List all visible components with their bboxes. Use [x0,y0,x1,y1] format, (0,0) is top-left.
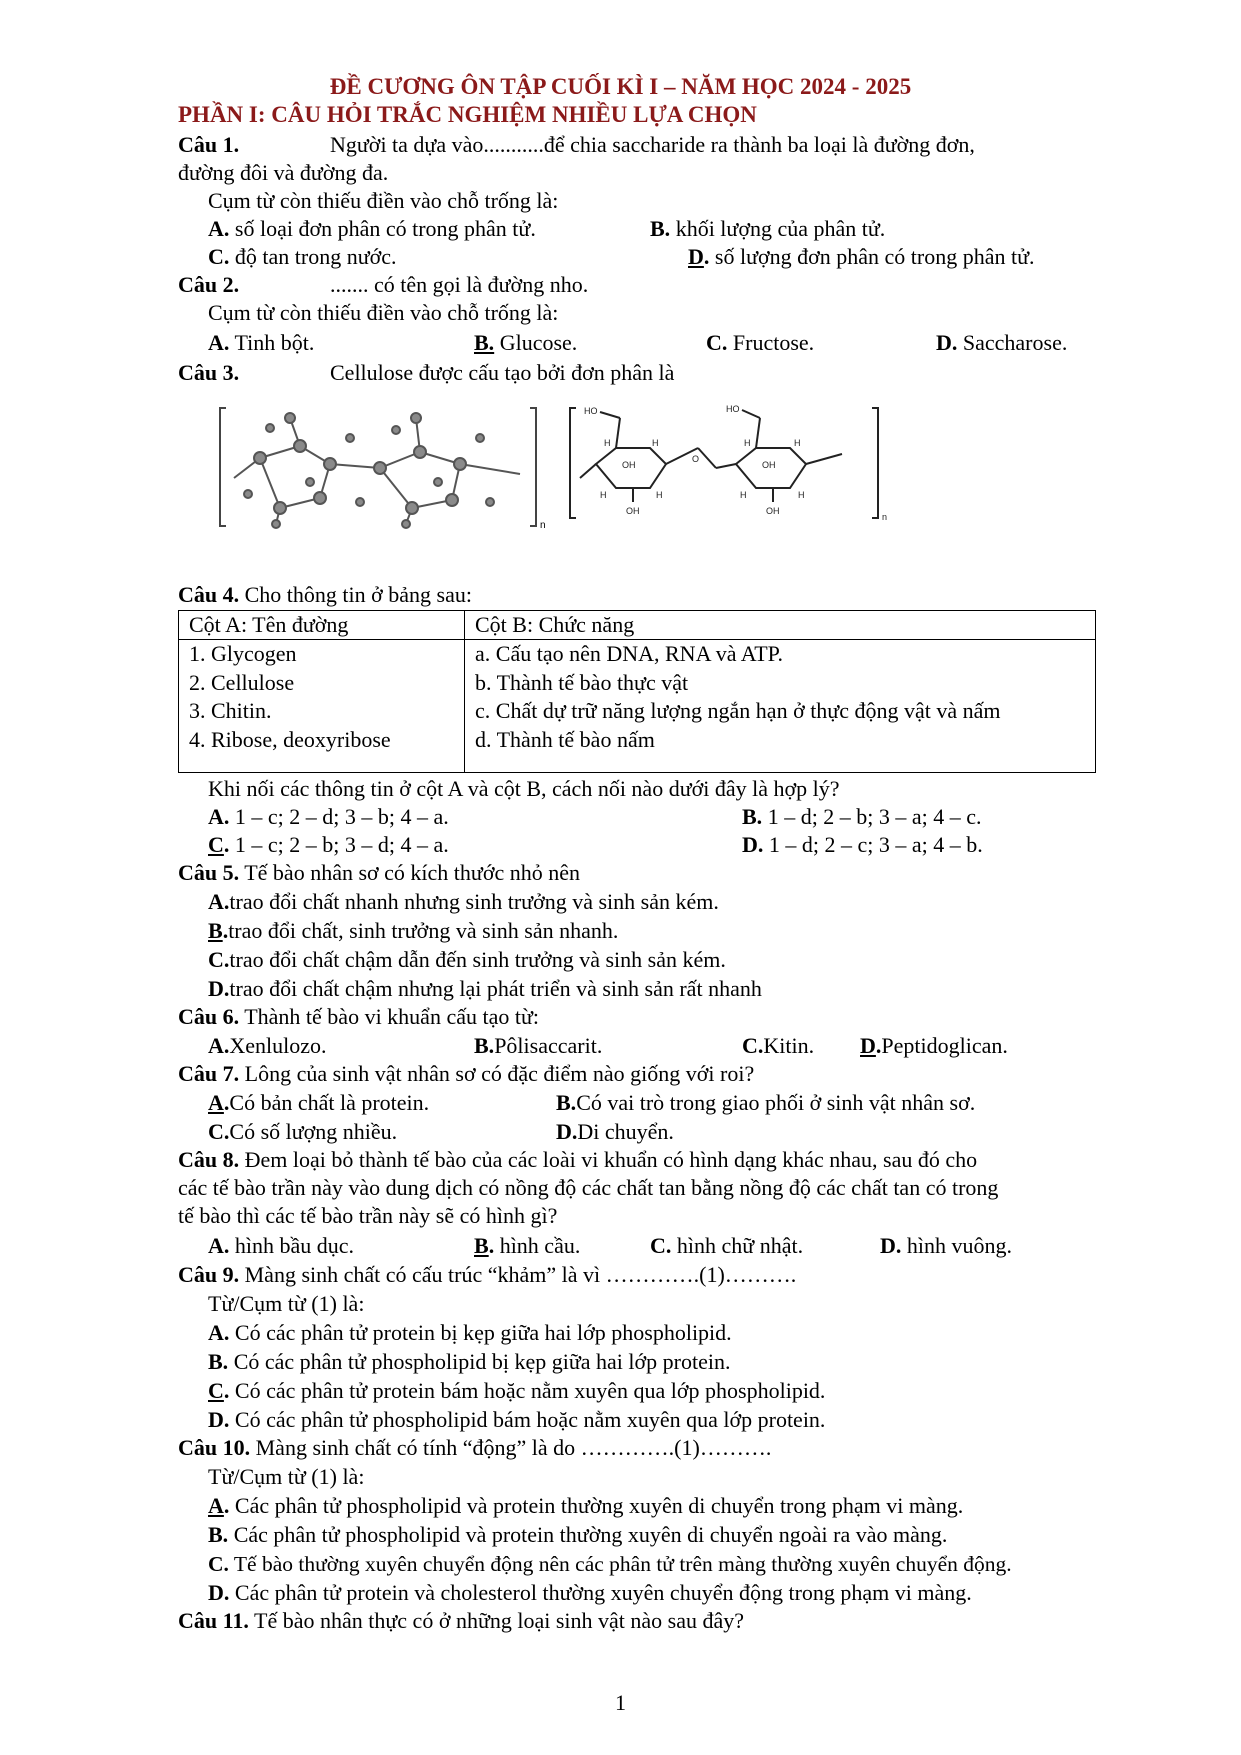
question-10 [178,1435,771,1461]
fig-subscript-n: n [540,520,546,531]
option-a [208,1233,354,1259]
option-d-correct [860,1033,1008,1059]
option-text: hình bầu dục. [229,1233,355,1258]
option-d [208,976,762,1002]
option-a [208,1320,732,1346]
option-key-dot: . [222,918,229,943]
option-key: A. [208,1233,230,1258]
option-key: C. [208,1552,229,1576]
option-text: Tế bào thường xuyên chuyển động nên các phân tử trên màng thường xuyên chuyển động. [228,1552,1012,1576]
option-key: A. [208,1033,230,1058]
option-text: Tinh bột. [229,330,315,355]
option-key: D. [936,330,958,355]
option-text: Kitin. [763,1033,815,1058]
option-c [706,330,814,356]
option-key: C [208,832,224,857]
matching-table [178,610,1096,773]
document-title: ĐỀ CƯƠNG ÔN TẬP CUỐI KÌ I – NĂM HỌC 2024 - 2025 [329,74,912,99]
option-text: Có số lượng nhiều. [229,1119,398,1144]
option-text: 1 – c; 2 – d; 3 – b; 4 – a. [229,804,449,829]
option-d [742,832,983,858]
option-key: C. [706,330,728,355]
option-key: A. [208,804,230,829]
option-d [936,330,1067,356]
option-key: B. [474,330,495,355]
option-text: Peptidoglican. [881,1033,1008,1058]
ball-stick-model [220,408,536,528]
option-key-dot: . [223,1090,230,1115]
option-text: Có các phân tử protein bám hoặc nằm xuyên qua lớp phospholipid. [229,1378,826,1403]
option-text: số loại đơn phân có trong phân tử. [229,216,536,241]
question-4-prompt: Khi nối các thông tin ở cột A và cột B, cách nối nào dưới đây là hợp lý? [208,776,840,801]
question-label: Câu 6. [178,1004,240,1029]
option-key: D. [208,1407,230,1432]
fig-label-h: H [744,438,751,448]
page-number: 1 [615,1690,626,1715]
option-key: A. [208,330,230,355]
option-text: Các phân tử phospholipid và protein thường xuyên di chuyển ngoài ra vào màng. [228,1522,948,1547]
question-label: Câu 7. [178,1061,240,1086]
option-b-correct [474,1233,580,1259]
option-text: khối lượng của phân tử. [670,216,886,241]
question-8-stem-cont: các tế bào trần này vào dung dịch có nồng độ các chất tan bằng nồng độ các chất tan có trong [178,1175,999,1200]
option-text: Di chuyển. [577,1119,674,1144]
option-text: Fructose. [727,330,815,355]
question-label: Câu 1. [178,132,240,157]
option-a-correct [208,1493,963,1519]
option-key: C. [208,1119,230,1144]
option-b-correct [474,330,577,356]
question-label: Câu 9. [178,1262,240,1287]
option-b-correct [208,918,618,944]
option-c [208,947,726,973]
question-1-prompt: Cụm từ còn thiếu điền vào chỗ trống là: [208,188,559,213]
question-stem: Màng sinh chất có cấu trúc “khảm” là vì ………….(1)………. [239,1262,797,1287]
list-item: d. Thành tế bào nấm [475,726,655,752]
option-b [556,1090,975,1116]
question-2-label: Câu 2. [178,272,240,297]
question-2-stem: ....... có tên gọi là đường nho. [330,272,589,297]
option-text: 1 – d; 2 – b; 3 – a; 4 – c. [762,804,982,829]
fig-label-oh: OH [762,460,776,470]
option-c [742,1033,814,1059]
option-key: B. [742,804,763,829]
option-key: D. [742,832,764,857]
question-9 [178,1262,796,1288]
list-item: a. Cấu tạo nên DNA, RNA và ATP. [475,641,783,666]
cellulose-structure-figure [220,398,888,532]
fig-subscript-n: n [882,512,888,522]
fig-label-h: H [604,438,611,448]
option-d-correct [688,244,1035,270]
option-key: B [474,1233,489,1258]
question-label: Câu 11. [178,1608,249,1633]
table-row [179,640,1096,773]
list-item: 2. Cellulose [189,669,295,695]
option-text: Pôlisaccarit. [494,1033,603,1058]
question-label: Câu 4. [178,582,240,607]
question-stem: Lông của sinh vật nhân sơ có đặc điểm nào giống với roi? [239,1061,755,1086]
question-stem: Đem loại bỏ thành tế bào của các loài vi khuẩn có hình dạng khác nhau, sau đó cho [239,1147,978,1172]
option-text: Saccharose. [957,330,1068,355]
column-a-header: Cột A: Tên đường [179,611,465,640]
option-text: trao đổi chất chậm dẫn đến sinh trưởng và sinh sản kém. [229,947,726,972]
option-text: trao đổi chất, sinh trưởng và sinh sản nhanh. [228,918,619,943]
option-key: D [860,1033,876,1058]
question-11 [178,1608,744,1634]
question-6 [178,1004,539,1030]
fig-label-ho: HO [584,406,598,416]
option-b [208,1522,947,1548]
option-text: hình vuông. [901,1233,1013,1258]
option-b [474,1033,602,1059]
option-key: C. [650,1233,672,1258]
option-c [208,1551,1012,1577]
option-key: B. [474,1033,495,1058]
fig-label-h: H [794,438,801,448]
option-key-dot: . [875,1033,882,1058]
column-b-header: Cột B: Chức năng [465,611,1096,640]
option-text: Xenlulozo. [229,1033,327,1058]
option-a [208,330,314,356]
option-text: Glucose. [494,330,578,355]
option-c [650,1233,803,1259]
option-text: trao đổi chất nhanh nhưng sinh trưởng và sinh sản kém. [229,889,719,914]
option-key: A. [208,1320,230,1345]
option-key: D. [208,976,230,1001]
column-a-items [179,640,465,773]
option-c [208,1119,397,1145]
question-8 [178,1147,977,1173]
option-key: D [688,244,704,269]
fig-label-h: H [652,438,659,448]
option-text: hình chữ nhật. [671,1233,804,1258]
option-c [208,244,397,270]
section-heading: PHẦN I: CÂU HỎI TRẮC NGHIỆM NHIỀU LỰA CHỌN [178,102,757,127]
option-text: Có vai trò trong giao phối ở sinh vật nhân sơ. [576,1090,976,1115]
question-stem: Cho thông tin ở bảng sau: [239,582,472,607]
option-key: B [208,918,223,943]
option-key: B. [208,1349,229,1374]
question-1-stem: Người ta dựa vào...........để chia saccharide ra thành ba loại là đường đơn, [330,132,975,157]
option-key-dot: . [223,832,230,857]
question-2-prompt: Cụm từ còn thiếu điền vào chỗ trống là: [208,300,559,325]
option-c-correct [208,832,449,858]
option-b [650,216,885,242]
fig-label-h: H [798,490,805,500]
column-b-items [465,640,1096,773]
option-key-dot: . [223,1493,230,1518]
list-item: 4. Ribose, deoxyribose [189,726,391,752]
option-text: số lượng đơn phân có trong phân tử. [709,244,1035,269]
fig-label-h: H [740,490,747,500]
option-c-correct [208,1378,825,1404]
option-b [742,804,982,830]
option-b [208,1349,730,1375]
option-a [208,216,536,242]
question-4 [178,582,472,608]
option-key: D. [208,1580,230,1605]
option-text: trao đổi chất chậm nhưng lại phát triển và sinh sản rất nhanh [229,976,762,1001]
option-key: D. [880,1233,902,1258]
list-item: 1. Glycogen [189,641,297,666]
option-text: Có các phân tử protein bị kẹp giữa hai lớp phospholipid. [229,1320,732,1345]
fig-label-h: H [656,490,663,500]
list-item: 3. Chitin. [189,698,272,723]
option-text: Có các phân tử phospholipid bám hoặc nằm xuyên qua lớp protein. [229,1407,826,1432]
question-1 [178,132,239,158]
option-d [556,1119,674,1145]
option-key: A. [208,216,230,241]
option-text: độ tan trong nước. [229,244,397,269]
option-key: C [208,1378,224,1403]
option-key-dot: . [703,244,710,269]
fig-label-h: H [600,490,607,500]
option-key: C. [208,947,230,972]
fig-label-oh: OH [626,506,640,516]
option-text: hình cầu. [494,1233,581,1258]
question-8-stem-cont: tế bào thì các tế bào trần này sẽ có hình gì? [178,1203,558,1228]
option-text: Có bản chất là protein. [229,1090,430,1115]
option-key: A [208,1493,224,1518]
option-d [208,1407,825,1433]
question-3-label: Câu 3. [178,360,240,385]
list-item: b. Thành tế bào thực vật [475,669,689,695]
question-stem: Tế bào nhân sơ có kích thước nhỏ nên [239,860,580,885]
option-key: A. [208,889,230,914]
question-7 [178,1061,754,1087]
option-text: Các phân tử phospholipid và protein thường xuyên di chuyển trong phạm vi màng. [229,1493,964,1518]
table-header-row [179,611,1096,640]
question-3-stem: Cellulose được cấu tạo bởi đơn phân là [330,360,675,385]
option-key: C. [208,244,230,269]
option-a-correct [208,1090,429,1116]
option-key: C. [742,1033,764,1058]
question-label: Câu 5. [178,860,240,885]
fig-label-ho: HO [726,404,740,414]
list-item: c. Chất dự trữ năng lượng ngắn hạn ở thực động vật và nấm [475,698,1001,723]
option-a [208,1033,327,1059]
question-label: Câu 10. [178,1435,251,1460]
option-key: B. [556,1090,577,1115]
option-text: Các phân tử protein và cholesterol thường xuyên chuyển động trong phạm vi màng. [229,1580,972,1605]
structural-formula [570,408,878,518]
question-9-prompt: Từ/Cụm từ (1) là: [208,1291,365,1316]
option-text: Có các phân tử phospholipid bị kẹp giữa hai lớp protein. [228,1349,731,1374]
option-d [208,1580,972,1606]
question-stem: Tế bào nhân thực có ở những loại sinh vật nào sau đây? [248,1608,745,1633]
option-text: 1 – d; 2 – c; 3 – a; 4 – b. [763,832,983,857]
option-text: 1 – c; 2 – b; 3 – d; 4 – a. [229,832,449,857]
option-key: B. [208,1522,229,1547]
option-d [880,1233,1012,1259]
question-label: Câu 8. [178,1147,240,1172]
option-key-dot: . [488,1233,495,1258]
fig-label-o: O [692,454,700,464]
option-a [208,804,449,830]
question-5 [178,860,580,886]
option-a [208,889,719,915]
fig-label-oh: OH [766,506,780,516]
question-stem: Thành tế bào vi khuẩn cấu tạo từ: [239,1004,540,1029]
question-10-prompt: Từ/Cụm từ (1) là: [208,1464,365,1489]
option-key: D. [556,1119,578,1144]
question-stem: Màng sinh chất có tính “động” là do ………….(1)………. [250,1435,772,1460]
question-1-stem-cont: đường đôi và đường đa. [178,160,389,185]
option-key-dot: . [223,1378,230,1403]
fig-label-oh: OH [622,460,636,470]
option-key: A [208,1090,224,1115]
option-key: B. [650,216,671,241]
